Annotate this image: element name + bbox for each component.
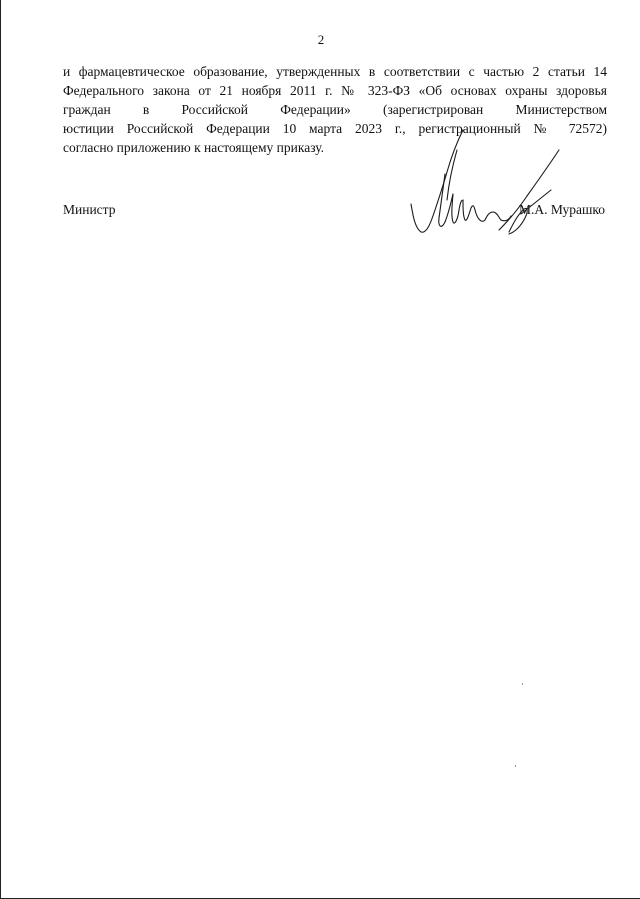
body-line: юстиции Российской Федерации 10 марта 2023 г., регистрационный № 72572): [63, 121, 607, 136]
signer-name: М.А. Мурашко: [518, 202, 605, 217]
body-line: согласно приложению к настоящему приказу.: [63, 140, 325, 155]
scan-speck: [515, 765, 516, 767]
scan-speck: [522, 683, 523, 685]
body-line: и фармацевтическое образование, утвержденных в соответствии с частью 2 статьи 14: [63, 64, 607, 79]
body-line: Федерального закона от 21 ноября 2011 г. № 323-ФЗ «Об основах охраны здоровья: [63, 83, 607, 98]
signer-title: Министр: [63, 202, 116, 217]
body-line: граждан в Российской Федерации» (зарегистрирован Министерством: [63, 102, 607, 117]
page-number: 2: [317, 32, 325, 47]
handwritten-signature: [401, 128, 581, 246]
